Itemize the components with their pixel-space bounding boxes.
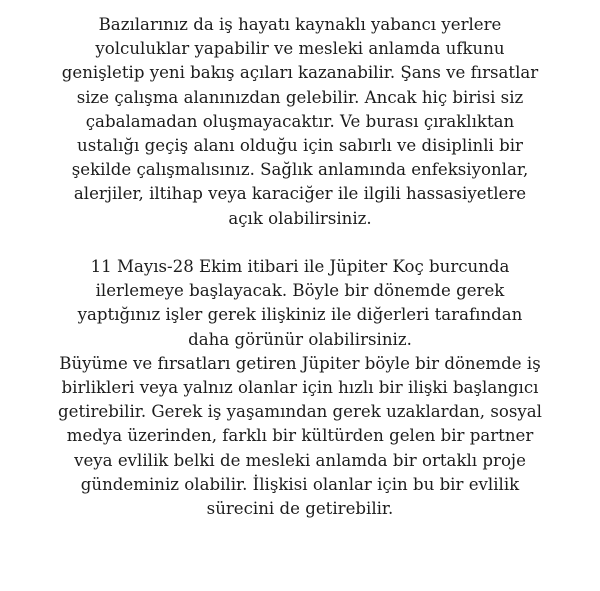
paragraph-spacer: [0, 231, 600, 255]
text-line: birlikleri veya yalnız olanlar için hızlı bir ilişki başlangıcı: [61, 378, 539, 398]
text-line: getirebilir. Gerek iş yaşamından gerek uzaklardan, sosyal: [58, 402, 542, 422]
text-line: yolculuklar yapabilir ve mesleki anlamda ufkunu: [95, 39, 505, 59]
paragraph-jupiter-aries: [0, 255, 600, 352]
text-line: çabalamadan oluşmayacaktır. Ve burası çıraklıktan: [85, 111, 515, 131]
text-line: size çalışma alanınızdan gelebilir. Ancak hiç birisi siz: [76, 87, 524, 107]
text-line: ilerlemeye başlayacak. Böyle bir dönemde gerek: [95, 281, 505, 301]
text-line: gündeminiz olabilir. İlişkisi olanlar için bu bir evlilik: [80, 474, 520, 494]
text-line: genişletip yeni bakış açıları kazanabilir. Şans ve fırsatlar: [61, 63, 539, 83]
text-line: daha görünür olabilirsiniz.: [188, 329, 412, 349]
text-line: sürecini de getirebilir.: [206, 499, 394, 519]
paragraph-growth-relationships: [0, 352, 600, 521]
text-line: medya üzerinden, farklı bir kültürden gelen bir partner: [66, 426, 534, 446]
paragraph-career-travel: [0, 13, 600, 231]
text-line: Büyüme ve fırsatları getiren Jüpiter böyle bir dönemde iş: [59, 353, 541, 373]
text-line: Bazılarınız da iş hayatı kaynaklı yabancı yerlere: [98, 15, 502, 34]
text-line: yaptığınız işler gerek ilişkiniz ile diğerleri tarafından: [77, 305, 523, 325]
text-line: alerjiler, iltihap veya karaciğer ile ilgili hassasiyetlere: [73, 184, 527, 204]
text-line: veya evlilik belki de mesleki anlamda bir ortaklı proje: [74, 450, 526, 470]
text-line: şekilde çalışmalısınız. Sağlık anlamında enfeksiyonlar,: [71, 160, 529, 180]
text-line: ustalığı geçiş alanı olduğu için sabırlı ve disiplinli bir: [77, 136, 523, 156]
text-line: 11 Mayıs-28 Ekim itibari ile Jüpiter Koç burcunda: [90, 257, 510, 277]
text-line: açık olabilirsiniz.: [228, 208, 372, 228]
